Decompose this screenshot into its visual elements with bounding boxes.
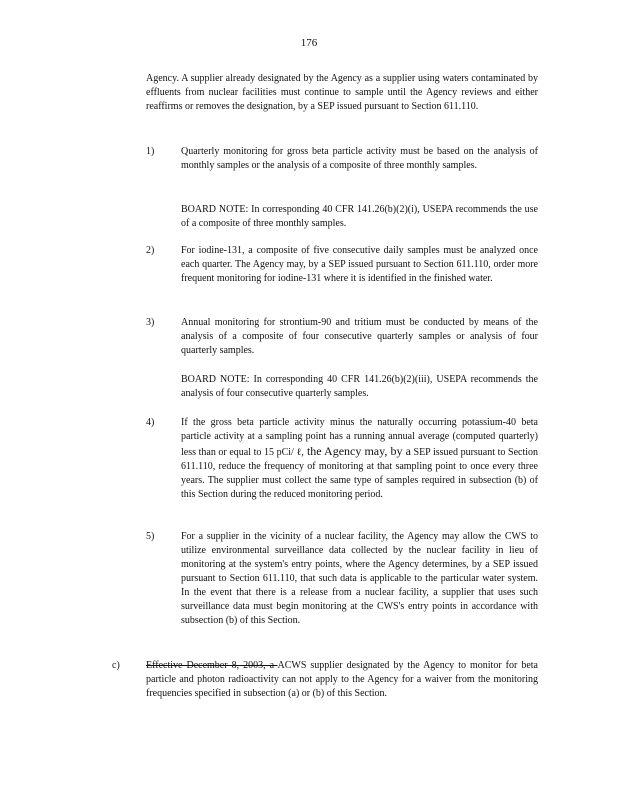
struck-text: Effective December 8, 2003, a xyxy=(146,660,278,671)
page-number: 176 xyxy=(300,37,318,49)
item-4-text-before: If the gross beta particle activity minus the naturally occurring potassium-40 beta particle activity at a sampling point has a running annual average (computed quarterly) less than or equal to 15 pCi/ ℓ, xyxy=(181,417,538,458)
item-4-text-large: the Agency may, by a xyxy=(303,444,411,458)
section-c-body: CWS supplier designated by the Agency to monitor for beta particle and photon radioactivity can not apply to the Agency for a waiver from the monitoring frequencies specified in subsection (a) or (b) of this Section. xyxy=(146,660,538,699)
intro-paragraph: Agency. A supplier already designated by the Agency as a supplier using waters contaminated by effluents from nuclear facilities must continue to sample until the Agency reviews and either reaffirms or removes the designation, by a SEP issued pursuant to Section 611.110. xyxy=(146,73,538,112)
item-2-text: For iodine-131, a composite of five consecutive daily samples must be analyzed once each quarter. The Agency may, by a SEP issued pursuant to Section 611.110, order more frequent monitoring for iodine-131 where it is identified in the finished water. xyxy=(181,245,538,284)
item-4-text-after: SEP issued pursuant to Section 611.110, reduce the frequency of monitoring at that sampling point to once every three years. The supplier must collect the same type of samples required in subsection (b) of this Section during the reduced monitoring period. xyxy=(181,447,539,500)
board-note-1: BOARD NOTE: In corresponding 40 CFR 141.26(b)(2)(i), USEPA recommends the use of a composite of three monthly samples. xyxy=(181,204,538,229)
board-note-2: BOARD NOTE: In corresponding 40 CFR 141.26(b)(2)(iii), USEPA recommends the analysis of four consecutive quarterly samples. xyxy=(181,374,538,399)
item-1-label: 1) xyxy=(146,146,155,157)
item-2-label: 2) xyxy=(146,245,155,256)
section-c-text xyxy=(146,659,538,701)
item-4-text xyxy=(181,416,538,502)
item-4-label: 4) xyxy=(146,417,155,428)
item-3-text: Annual monitoring for strontium-90 and tritium must be conducted by means of the analysis of a composite of four consecutive quarterly samples or analysis of four quarterly samples. xyxy=(181,317,538,356)
item-1-text: Quarterly monitoring for gross beta particle activity must be based on the analysis of monthly samples or the analysis of a composite of three monthly samples. xyxy=(181,146,538,171)
item-5-label: 5) xyxy=(146,531,155,542)
section-c-a: A xyxy=(277,660,285,671)
section-c-label: c) xyxy=(112,660,120,671)
item-3-label: 3) xyxy=(146,317,155,328)
item-5-text: For a supplier in the vicinity of a nuclear facility, the Agency may allow the CWS to utilize environmental surveillance data collected by the nuclear facility in lieu of monitoring at the system's entry points, where the Agency determines, by a SEP issued pursuant to Section 611.110, that such data is applicable to the particular water system. In the event that there is a release from a nuclear facility, a supplier that uses such surveillance data must begin monitoring at the CWS's entry points in accordance with subsection (b) of this Section. xyxy=(181,531,538,626)
